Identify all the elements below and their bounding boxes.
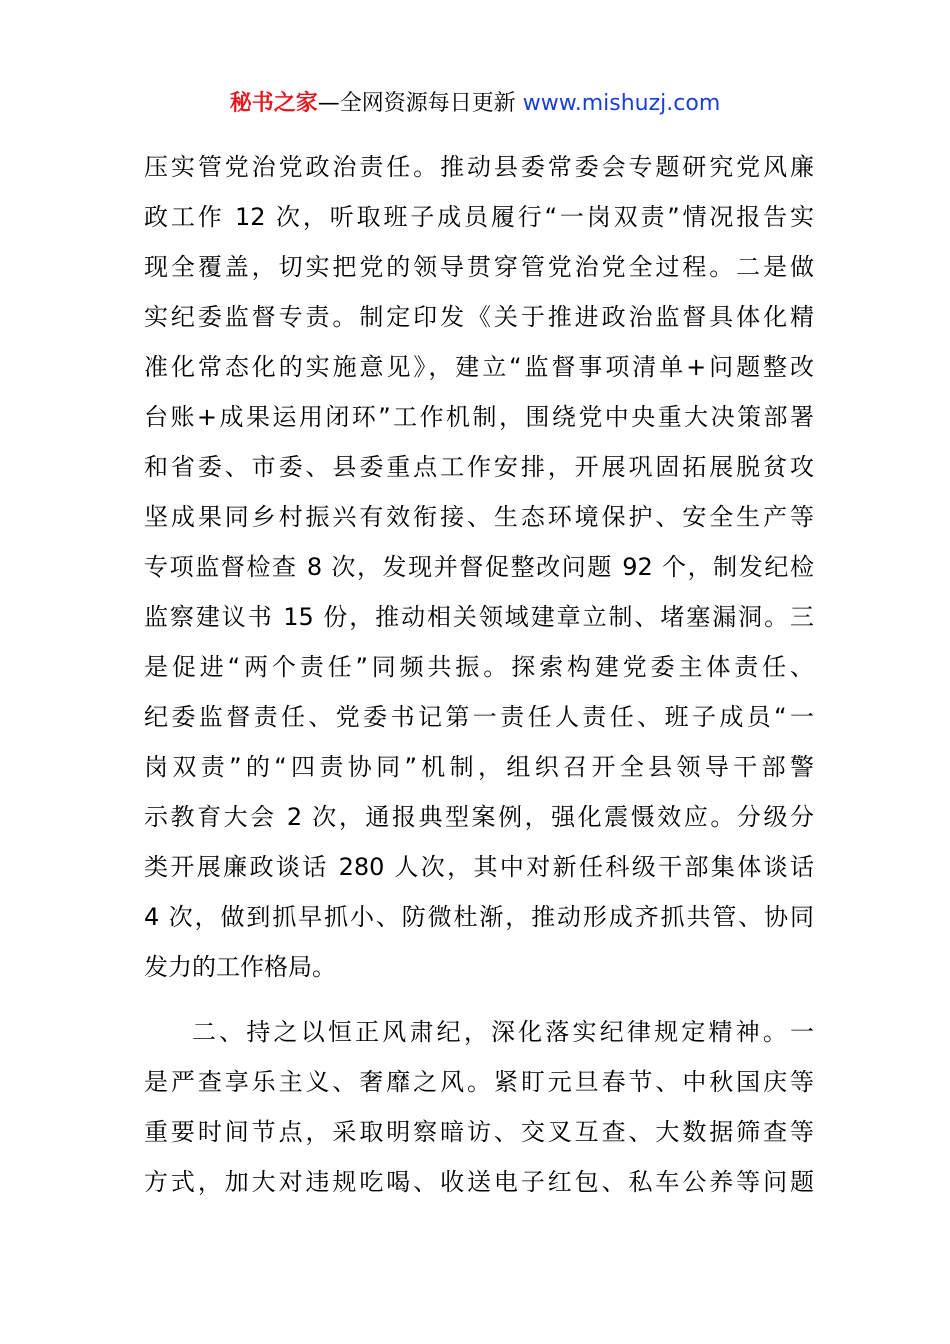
text-line: 准化常态化的实施意见》，建立“监督事项清单+问题整改 [144,353,814,381]
text-line: 发力的工作格局。 [144,953,336,981]
text-line: 专项监督检查 8 次，发现并督促整改问题 92 个，制发纪检 [144,553,814,581]
text-line: 岗双责”的“四责协同”机制，组织召开全县领导干部警 [144,753,814,781]
document-body [144,149,814,1214]
text-line: 类开展廉政谈话 280 人次，其中对新任科级干部集体谈话 [144,853,814,881]
site-url-link[interactable]: www.mishuzj.com [522,91,721,116]
text-line: 4 次，做到抓早抓小、防微杜渐，推动形成齐抓共管、协同 [144,903,814,931]
text-line: 示教育大会 2 次，通报典型案例，强化震慑效应。分级分 [144,803,814,831]
text-line: 是严查享乐主义、奢靡之风。紧盯元旦春节、中秋国庆等 [144,1068,814,1096]
text-line: 是促进“两个责任”同频共振。探索构建党委主体责任、 [144,653,814,681]
text-line: 和省委、市委、县委重点工作安排，开展巩固拓展脱贫攻 [144,453,814,481]
text-line: 监察建议书 15 份，推动相关领域建章立制、堵塞漏洞。三 [144,603,814,631]
text-line: 压实管党治党政治责任。推动县委常委会专题研究党风廉 [144,153,814,181]
text-line: 台账+成果运用闭环”工作机制，围绕党中央重大决策部署 [144,403,814,431]
text-line: 坚成果同乡村振兴有效衔接、生态环境保护、安全生产等 [144,503,814,531]
text-line: 纪委监督责任、党委书记第一责任人责任、班子成员“一 [144,703,814,731]
text-line: 现全覆盖，切实把党的领导贯穿管党治党全过程。二是做 [144,253,814,281]
site-brand: 秘书之家 [229,91,318,116]
section-heading-line: 二、持之以恒正风肃纪，深化落实纪律规定精神。一 [192,1018,814,1046]
text-line: 重要时间节点，采取明察暗访、交叉互查、大数据筛查等 [144,1118,814,1146]
text-line: 政工作 12 次，听取班子成员履行“一岗双责”情况报告实 [144,203,814,231]
site-tagline: —全网资源每日更新 [317,91,523,116]
site-header [0,86,950,122]
text-line: 方式，加大对违规吃喝、收送电子红包、私车公养等问题 [144,1168,814,1196]
text-line: 实纪委监督专责。制定印发《关于推进政治监督具体化精 [144,303,814,331]
